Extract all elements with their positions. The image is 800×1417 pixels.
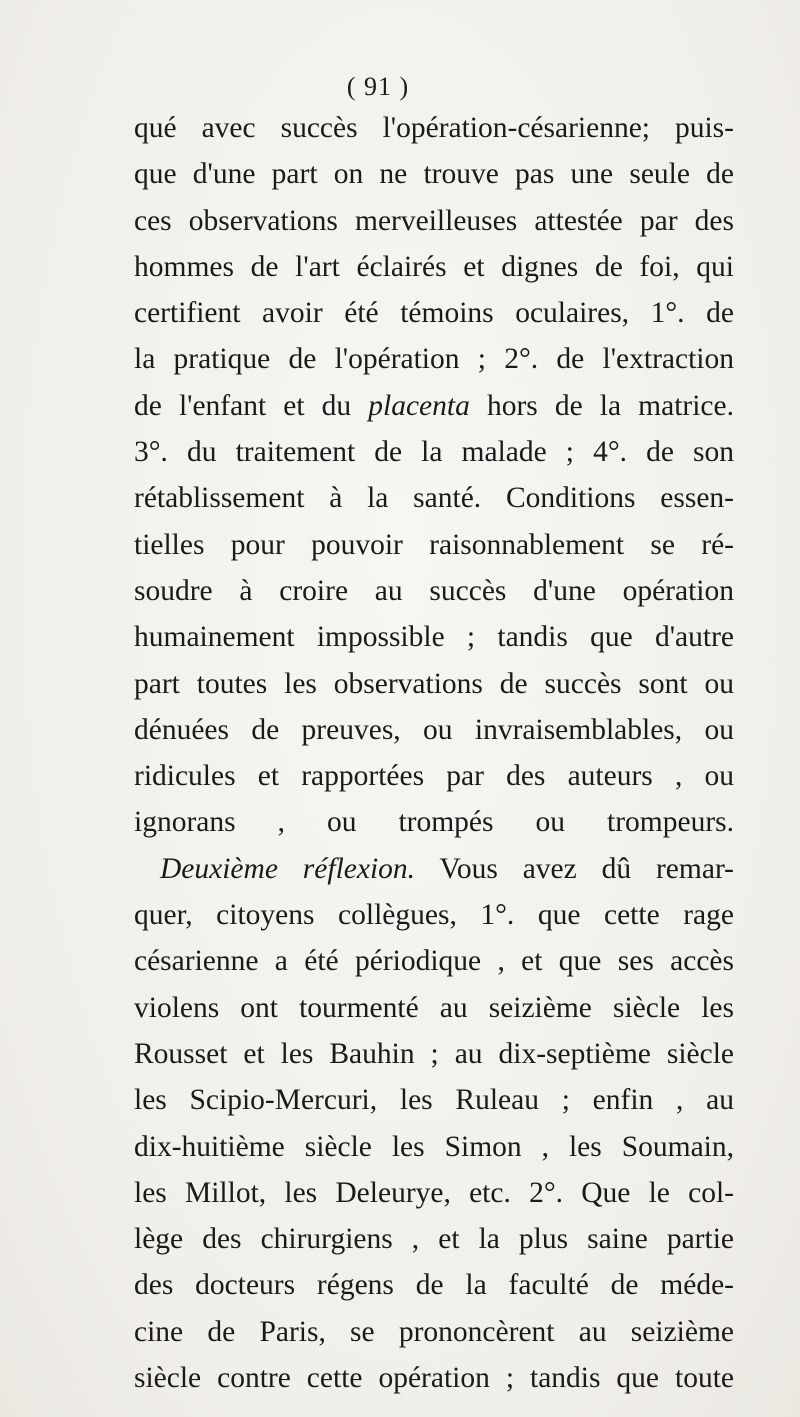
text-line: tielles pour pouvoir raisonnablement se ré- [134, 528, 734, 561]
text-line: certifient avoir été témoins oculaires, 1°. de [134, 297, 734, 330]
text-line: lège des chirurgiens , et la plus saine partie [134, 1223, 734, 1256]
text-line: dix-huitième siècle les Simon , les Soumain, [134, 1130, 734, 1163]
text-line: rétablissement à la santé. Conditions essen- [134, 482, 734, 515]
page-number: ( 91 ) [346, 72, 410, 101]
text-line: violens ont tourmenté au seizième siècle les [134, 991, 734, 1024]
text-line: des docteurs régens de la faculté de méde- [134, 1269, 734, 1302]
text-line: les Scipio-Mercuri, les Ruleau ; enfin , au [134, 1084, 734, 1117]
text-line [134, 383, 734, 429]
text-segment: ignorans , ou trompés ou trompeurs. [134, 806, 734, 839]
text-line: siècle contre cette opération ; tandis que toute [134, 1362, 734, 1395]
text-line: césarienne a été périodique , et que ses accès [134, 945, 734, 978]
text-line: 3°. du traitement de la malade ; 4°. de son [134, 436, 734, 469]
text-line: ces observations merveilleuses attestée par des [134, 204, 734, 237]
text-line: les Millot, les Deleurye, etc. 2°. Que le col- [134, 1176, 734, 1209]
text-line: ridicules et rapportées par des auteurs , ou [134, 760, 734, 793]
text-segment: hors de la matrice. [469, 389, 734, 422]
text-segment: Vous avez dû remar- [415, 852, 734, 885]
text-line: soudre à croire au succès d'une opération [134, 574, 734, 607]
italic-term: placenta [368, 389, 470, 422]
text-segment: de l'enfant et du [134, 389, 369, 422]
text-line: dénuées de preuves, ou invraisemblables, ou [134, 713, 734, 746]
text-line: quer, citoyens collègues, 1°. que cette rage [134, 899, 734, 932]
text-line: part toutes les observations de succès sont ou [134, 667, 734, 700]
text-line: hommes de l'art éclairés et dignes de foi, qui [134, 250, 734, 283]
text-line: que d'une part on ne trouve pas une seule de [134, 158, 734, 191]
text-line: humainement impossible ; tandis que d'autre [134, 621, 734, 654]
text-line [134, 846, 734, 892]
text-line: la pratique de l'opération ; 2°. de l'extraction [134, 343, 734, 376]
body-text [134, 105, 734, 1401]
text-line [134, 799, 734, 845]
text-line: qué avec succès l'opération-césarienne; puis- [134, 112, 734, 144]
text-line: cine de Paris, se prononcèrent au seizième [134, 1315, 734, 1348]
text-line: Rousset et les Bauhin ; au dix-septième siècle [134, 1037, 734, 1070]
section-heading: Deuxième réflexion. [160, 852, 416, 885]
